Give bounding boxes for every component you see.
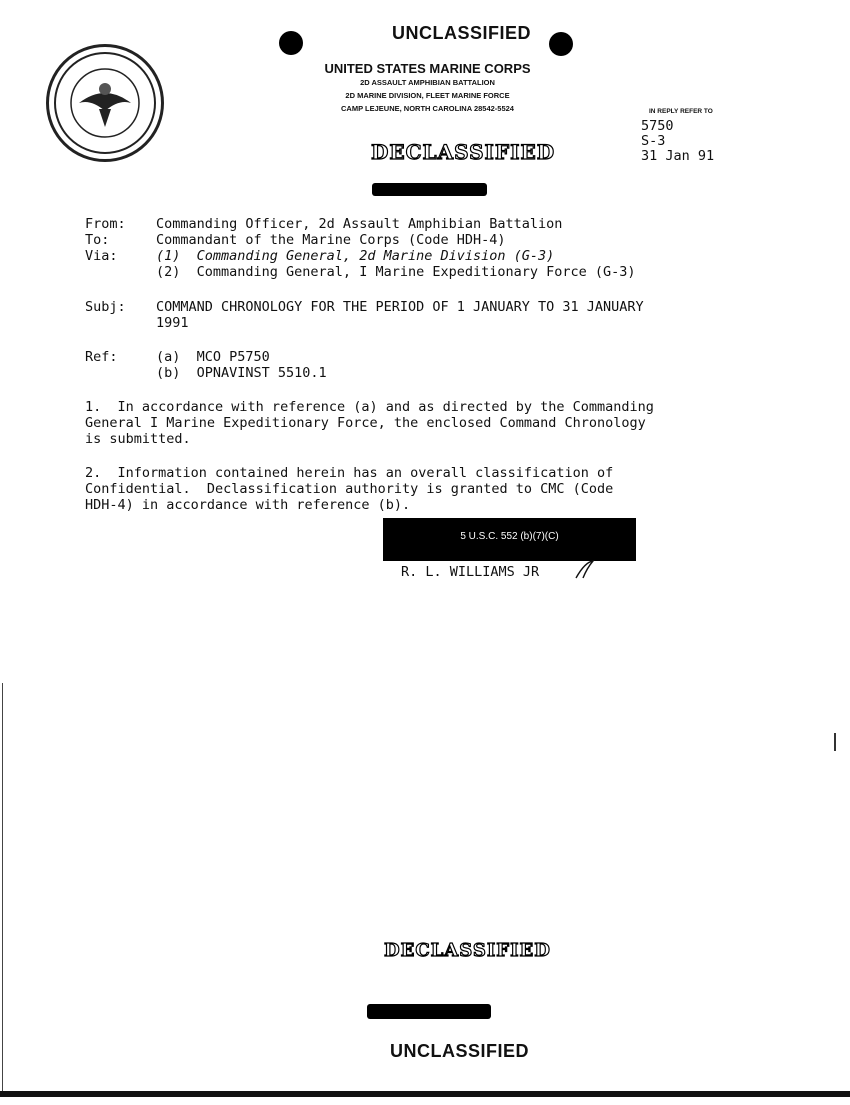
reply-date: 31 Jan 91 (641, 148, 715, 164)
ref-line-2: (b) OPNAVINST 5510.1 (156, 365, 327, 381)
seal-emblem-icon (49, 47, 161, 159)
subj-label: Subj: (85, 299, 126, 315)
right-edge-marks (834, 733, 836, 751)
para1-line-2: General I Marine Expeditionary Force, the enclosed Command Chronology (85, 415, 646, 431)
org-line-1: 2D ASSAULT AMPHIBIAN BATTALION (360, 78, 495, 87)
signature-name: R. L. WILLIAMS JR (401, 564, 540, 580)
para2-line-2: Confidential. Declassification authority is granted to CMC (Code (85, 481, 614, 497)
from-value: Commanding Officer, 2d Assault Amphibian Battalion (156, 216, 563, 232)
ref-line-1: (a) MCO P5750 (156, 349, 270, 365)
org-name: UNITED STATES MARINE CORPS (324, 61, 531, 76)
bottom-edge-line (0, 1091, 850, 1097)
ref-label: Ref: (85, 349, 118, 365)
via-line-1: (1) Commanding General, 2d Marine Division (G-3) (156, 248, 555, 264)
via-line-2: (2) Commanding General, I Marine Expeditionary Force (G-3) (156, 264, 636, 280)
redaction-box-signature (383, 518, 636, 561)
dod-seal (46, 44, 164, 162)
to-label: To: (85, 232, 110, 248)
classification-dot-left (279, 31, 303, 55)
redaction-bar-bottom (367, 1004, 491, 1019)
reply-label: IN REPLY REFER TO (649, 108, 713, 115)
para2-line-3: HDH-4) in accordance with reference (b). (85, 497, 411, 513)
reply-code-1: 5750 (641, 118, 674, 134)
org-line-2: 2D MARINE DIVISION, FLEET MARINE FORCE (345, 91, 510, 100)
signature-scribble-icon (573, 558, 597, 580)
to-value: Commandant of the Marine Corps (Code HDH-4) (156, 232, 506, 248)
via-label: Via: (85, 248, 118, 264)
classification-bottom: UNCLASSIFIED (390, 1041, 530, 1061)
redaction-bar-top (372, 183, 487, 196)
para1-line-1: 1. In accordance with reference (a) and as directed by the Commanding (85, 399, 654, 415)
reply-code-2: S-3 (641, 133, 666, 149)
subj-line-2: 1991 (156, 315, 189, 331)
declassified-stamp-bottom: DECLASSIFIED (384, 940, 551, 961)
org-line-3: CAMP LEJEUNE, NORTH CAROLINA 28542-5524 (341, 104, 514, 113)
subj-line-1: COMMAND CHRONOLOGY FOR THE PERIOD OF 1 JANUARY TO 31 JANUARY (156, 299, 644, 315)
para1-line-3: is submitted. (85, 431, 191, 447)
redaction-label: 5 U.S.C. 552 (b)(7)(C) (460, 531, 559, 542)
classification-top: UNCLASSIFIED (392, 23, 532, 43)
from-label: From: (85, 216, 126, 232)
para2-line-1: 2. Information contained herein has an overall classification of (85, 465, 614, 481)
classification-dot-right (549, 32, 573, 56)
declassified-stamp-top: DECLASSIFIED (371, 140, 556, 164)
left-edge-line (2, 683, 3, 1093)
